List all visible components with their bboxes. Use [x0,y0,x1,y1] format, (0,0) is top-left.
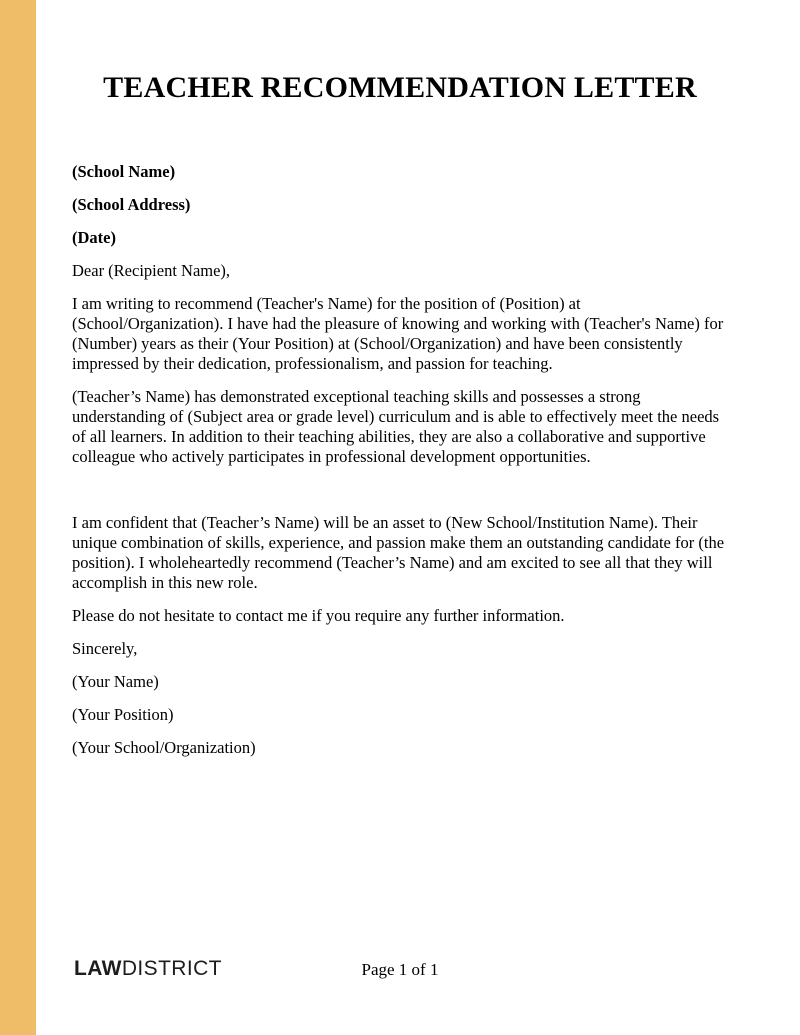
page-footer [0,956,800,986]
closing: Sincerely, [72,639,138,658]
logo-text-district: DISTRICT [121,957,222,980]
letter-body [72,0,728,771]
paragraph-skills: (Teacher’s Name) has demonstrated exceptional teaching skills and possesses a strong understanding of (Subject area or grade level) curriculum and is able to effectively meet the needs of all learners. In addition to their teaching abilities, they are also a collaborative and supportive colleague who actively participates in professional development opportunities. [72,387,720,466]
paragraph-endorsement: I am confident that (Teacher’s Name) will be an asset to (New School/Institution Name). Their unique combination of skills, experience, and passion make them an outstanding candidate for (the position). I wholeheartedly recommend (Teacher’s Name) and am excited to see all that they will accomplish in this new role. [72,513,725,592]
paragraph-introduction: I am writing to recommend (Teacher's Name) for the position of (Position) at (School/Organization). I have had the pleasure of knowing and working with (Teacher's Name) for (Number) years as their (Your Position) at (School/Organization) and have been consistently impressed by their dedication, professionalism, and passion for teaching. [72,294,724,373]
signature-position-placeholder: (Your Position) [72,705,174,724]
accent-stripe [0,0,36,1035]
school-name-placeholder: (School Name) [72,162,176,181]
signature-organization-placeholder: (Your School/Organization) [72,738,256,757]
date-placeholder: (Date) [72,228,116,247]
blank-line [72,480,728,500]
page-number-indicator: Page 1 of 1 [361,960,439,979]
signature-name-placeholder: (Your Name) [72,672,159,691]
school-address-placeholder: (School Address) [72,195,191,214]
logo-text-law: LAW [74,957,122,980]
paragraph-contact: Please do not hesitate to contact me if you require any further information. [72,606,565,625]
salutation: Dear (Recipient Name), [72,261,231,280]
document-title: TEACHER RECOMMENDATION LETTER [103,71,697,104]
